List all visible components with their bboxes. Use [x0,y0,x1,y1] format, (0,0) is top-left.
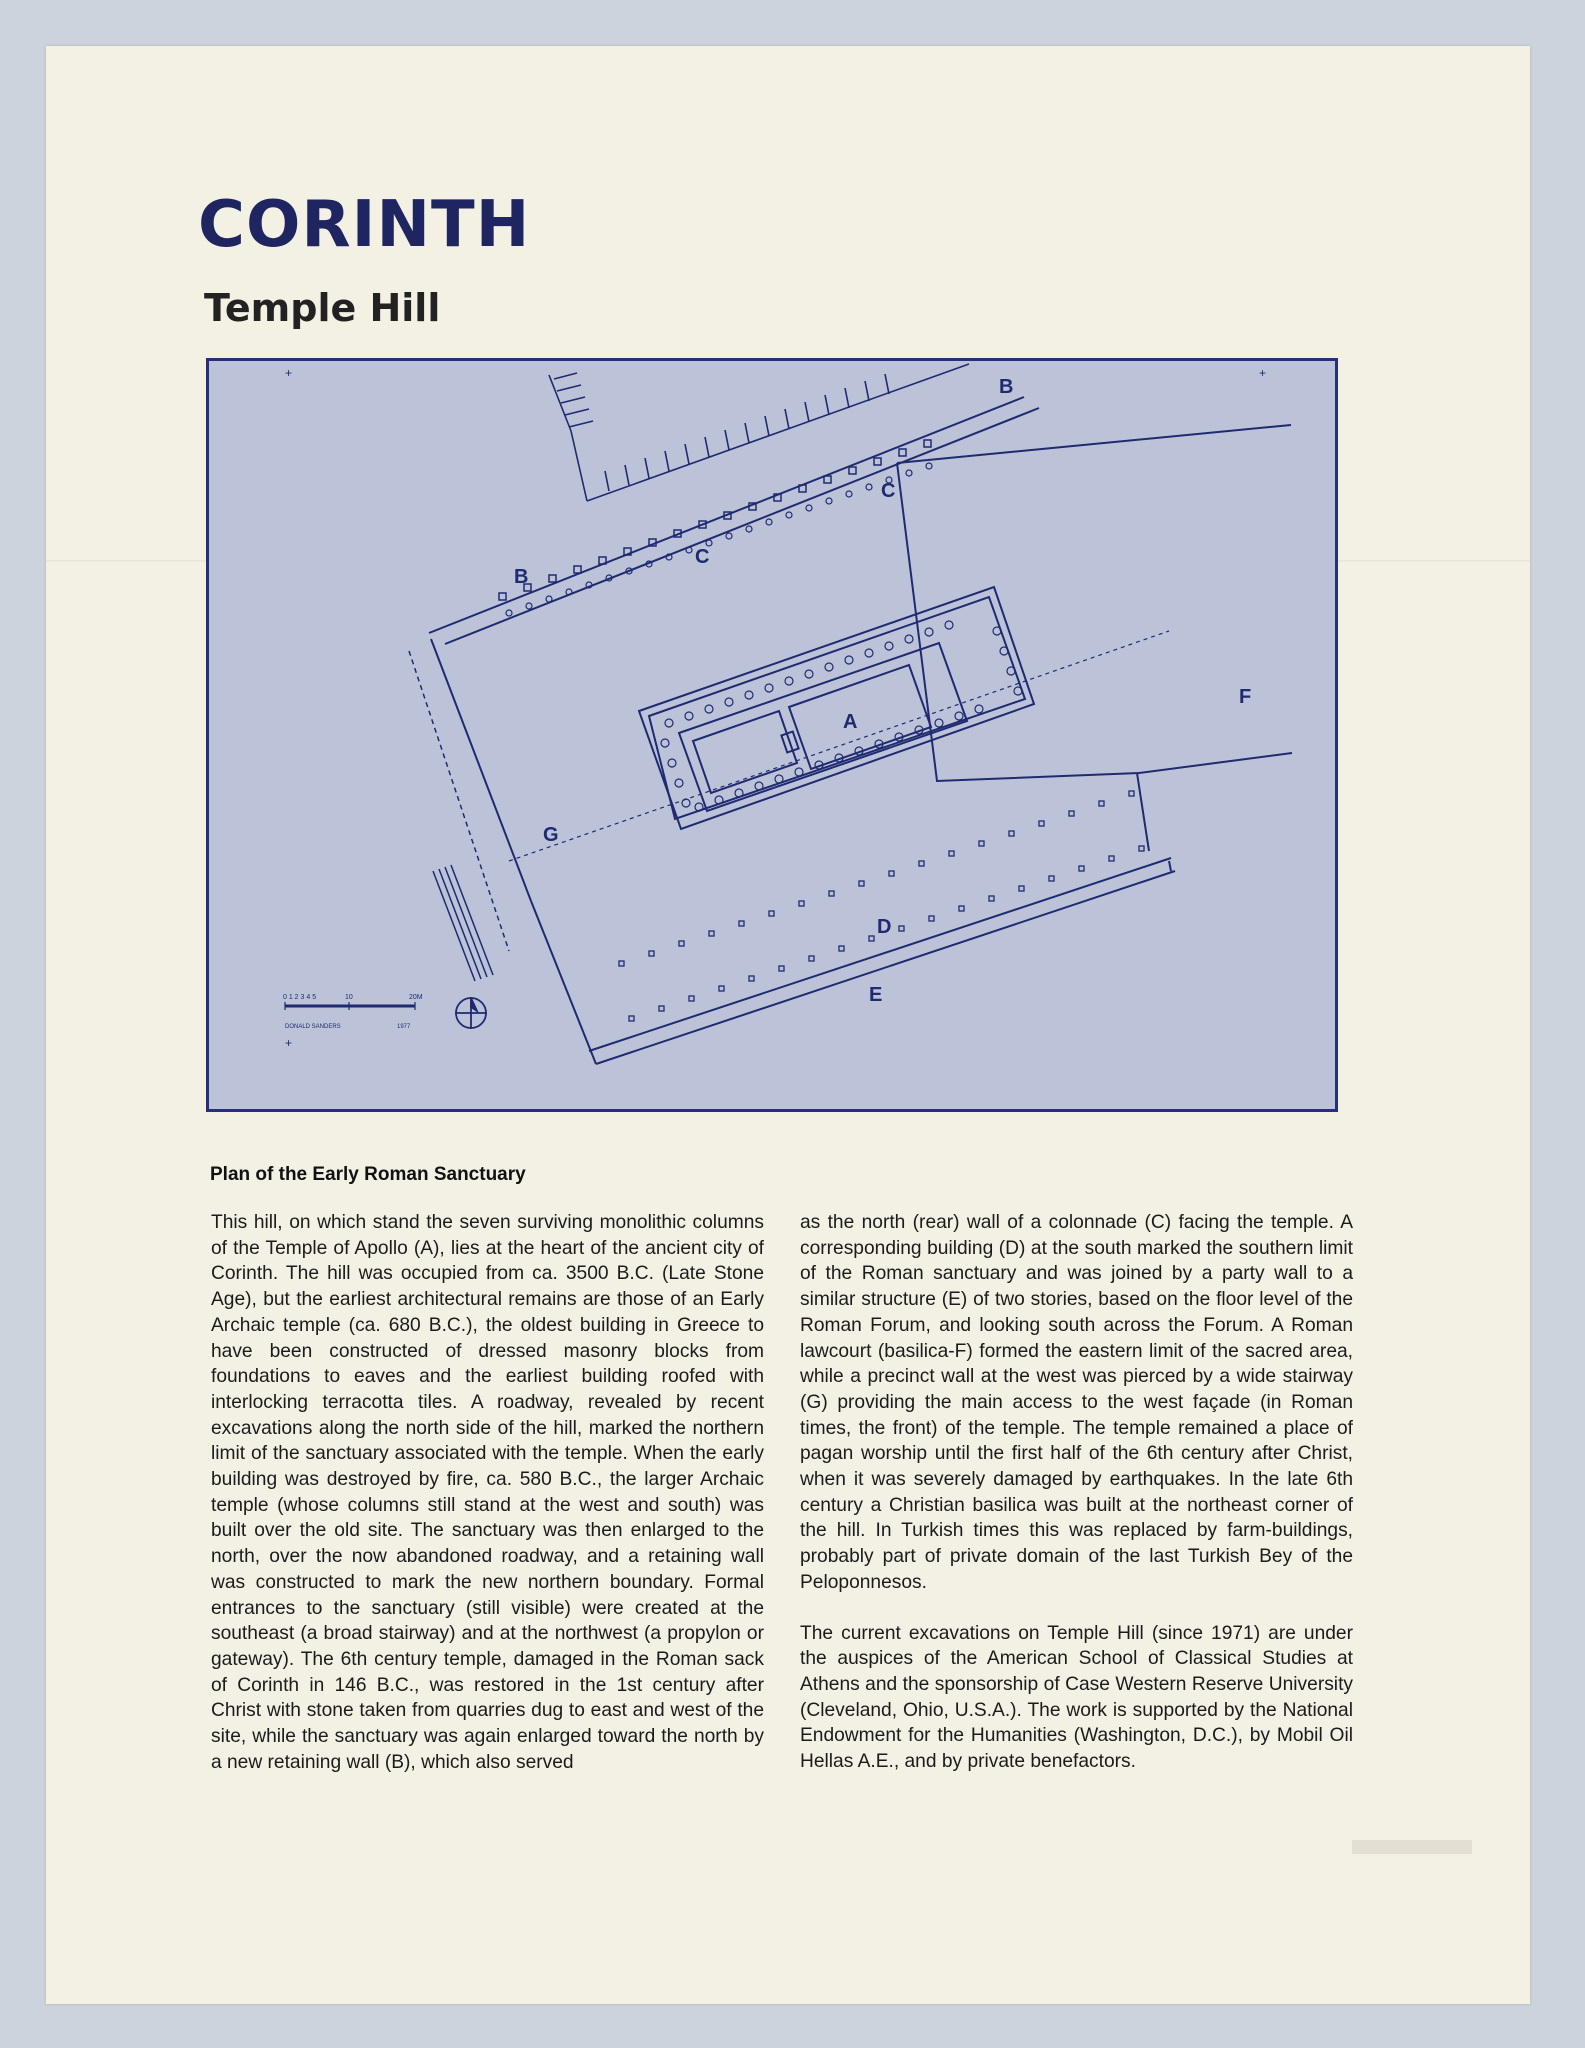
colonnade-c-columns [506,463,932,616]
scale-10: 10 [345,994,353,1001]
page-subtitle: Temple Hill [204,286,441,330]
label-b-west: B [514,566,529,588]
plan-year: 1977 [397,1024,411,1030]
buildings-d-e [589,858,1175,1064]
registration-mark: + [285,366,293,380]
label-d: D [877,916,892,938]
page-title: CORINTH [198,188,531,262]
text-column-right [800,1210,1353,1775]
party-wall-line [509,631,1169,861]
label-c-east: C [881,480,896,502]
colonnade-c [549,364,969,501]
label-c-west: C [695,546,710,568]
plan-caption: Plan of the Early Roman Sanctuary [210,1164,526,1185]
wall-b [429,397,1039,1064]
label-e: E [869,984,883,1006]
paragraph-excavations: The current excavations on Temple Hill (since 1971) are under the auspices of the American School of Classical Studies at Athens and the sponsorship of Case Western Reserve University (Cleveland, Ohio, U.S.A.). The work is supported by the National Endowment for the Humanities (Washington, D.C.), by Mobil Oil Hellas A.E., and by private benefactors. [800,1622,1353,1773]
paragraph-roman-sanctuary: as the north (rear) wall of a colonnade (C) facing the temple. A corresponding building (D) at the south marked the southern limit of the Roman sanctuary and was joined by a party wall to a similar structure (E) of two stories, based on the floor level of the Roman Forum, and looking south across the Forum. A Roman lawcourt (basilica-F) formed the eastern limit of the sacred area, while a precinct wall at the west was pierced by a wide stairway (G) providing the main access to the west façade (in Roman times, the front) of the temple. The temple remained a place of pagan worship until the first half of the 6th century after Christ, when it was severely damaged by earthquakes. In the late 6th century a Christian basilica was built at the northeast corner of the hill. In Turkish times this was replaced by farm-buildings, probably part of private domain of the last Turkish Bey of the Peloponnesos. [800,1212,1353,1593]
label-a: A [843,711,858,733]
label-g: G [543,824,559,846]
stairway-g [409,651,509,981]
site-plan-drawing [209,361,1335,1109]
plan-credit: DONALD SANDERS [285,1024,341,1030]
registration-mark: + [285,1036,293,1050]
text-column-left [211,1210,764,1775]
site-plan [206,358,1338,1112]
label-b-east: B [999,376,1014,398]
basilica-f [897,425,1292,851]
scale-numbers: 0 1 2 3 4 5 [283,994,317,1001]
registration-mark: + [1259,366,1267,380]
scale-bar [283,994,423,1030]
paragraph-history: This hill, on which stand the seven surviving monolithic columns of the Temple of Apollo (A), lies at the heart of the ancient city of Corinth. The hill was occupied from ca. 3500 B.C. (Late Stone Age), but the earliest architectural remains are those of an Early Archaic temple (ca. 680 B.C.), the oldest building in Greece to have been constructed of dressed masonry blocks from foundations to eaves and the earliest building roofed with interlocking terracotta tiles. A roadway, revealed by recent excavations along the north side of the hill, marked the northern limit of the sanctuary associated with the temple. When the early building was destroyed by fire, ca. 580 B.C., the larger Archaic temple (whose columns still stand at the west and south) was built over the old site. The sanctuary was then enlarged to the north, over the now abandoned roadway, and a retaining wall was constructed to mark the new northern boundary. Formal entrances to the sanctuary (still visible) were created at the southeast (a broad stairway) and at the northwest (a propylon or gateway). The 6th century temple, damaged in the Roman sack of Corinth in 146 B.C., was restored in the 1st century after Christ with stone taken from quarries dug to east and west of the site, while the sanctuary was again enlarged toward the north by a new retaining wall (B), which also served [211,1212,764,1773]
paragraph-gap [800,1596,1353,1621]
paper-stamp-mark [1352,1840,1472,1854]
label-f: F [1239,686,1252,708]
scale-20: 20M [409,994,423,1001]
north-arrow-icon [455,997,487,1029]
